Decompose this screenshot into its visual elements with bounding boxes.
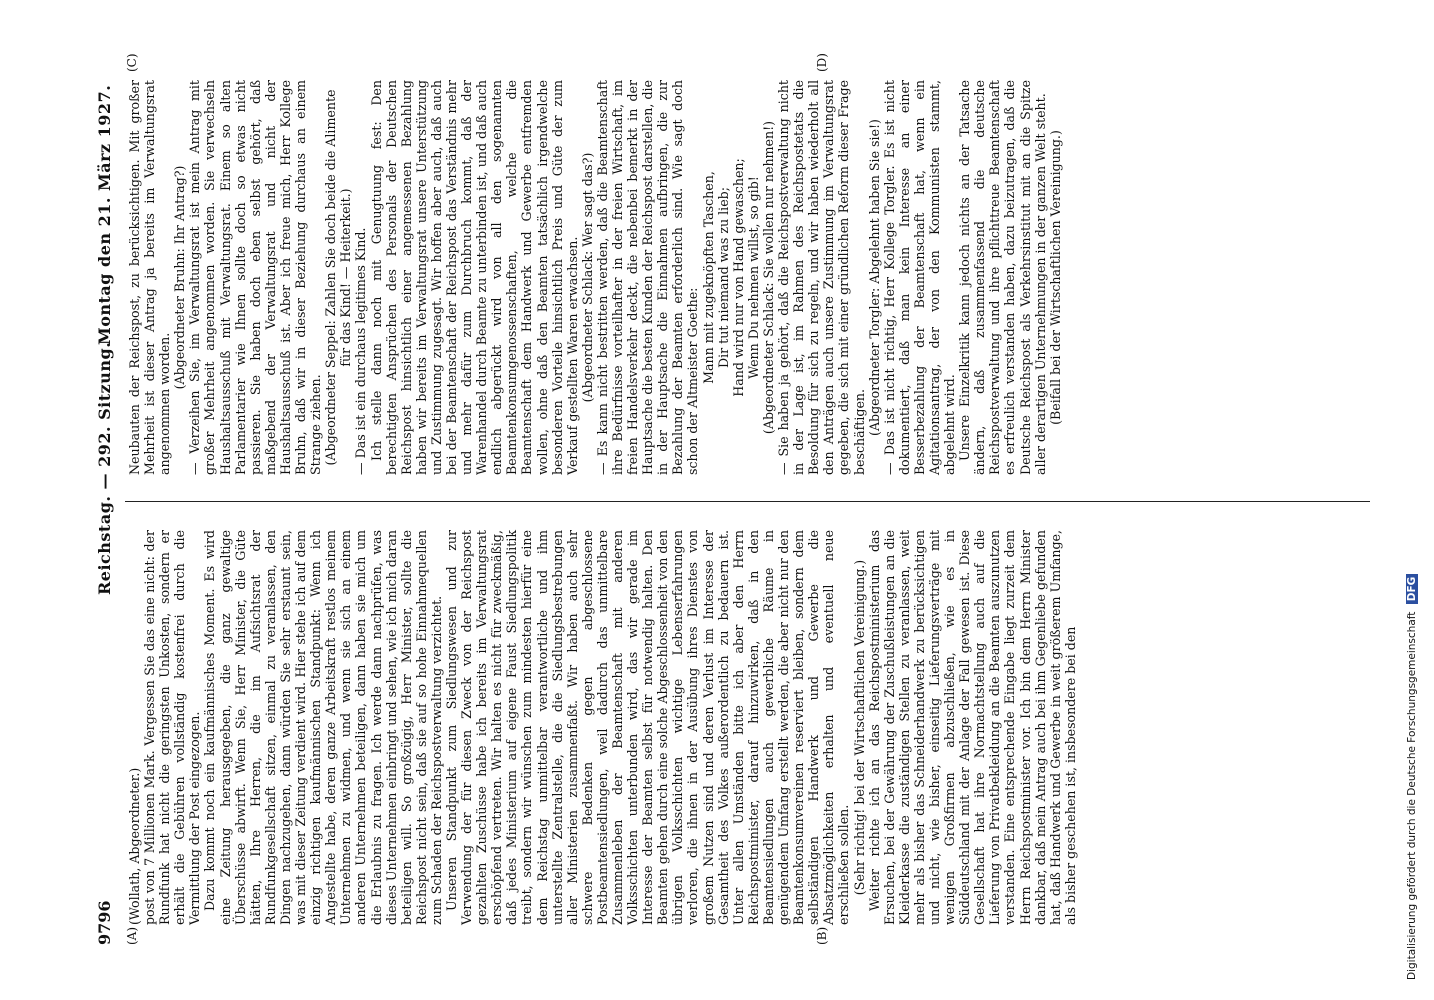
- paragraph: Ich stelle dann noch mit Genugtuung fest: Den berechtigten Ansprüchen des Personals der Deutschen Reichspost hinsichtlich einer angemessenen Bezahlung haben wir bereits im Verwaltungsrat unsere Unterstützung und Zustimmung zugesagt. Wir hoffen aber auch, daß auch bei der Beamtenschaft der Reichspost das Verständnis mehr und mehr dafür zum Durchbruch kommt, daß der Warenhandel durch Beamte zu unterbinden ist, und daß auch endlich abgerückt wird von all den sogenannten Beamtenkonsumgenossenschaften, welche die Beamtenschaft dem Handwerk und Gewerbe entfremden wollen, ohne daß den Beamten tatsächlich irgendwelche besonderen Vorteile hinsichtlich Preis und Güte der zum Verkauf gestellten Waren erwachsen.: [368, 80, 580, 475]
- digitization-credit: [1404, 20, 1426, 980]
- paragraph: (Abgeordneter Seppel: Zahlen Sie doch beide die Alimente für das Kind! — Heiterkeit.): [323, 89, 354, 466]
- paragraph: Wenn Du nehmen willst, so gib!: [745, 176, 761, 379]
- paragraph: — Das ist ein durchaus legitimes Kind.: [353, 227, 369, 475]
- running-title: Reichstag. — 292. Sitzung.: [95, 341, 114, 595]
- paragraph: post von 7 Millionen Mark. Vergessen Sie das eine nicht: der Rundfunk hat nicht die geringsten Unkosten, sondern er erhält die Gebühren vollständig kostenfrei durch die Vermittlung der Post eingezogen.: [142, 530, 203, 925]
- paragraph: (Abgeordneter Schlack: Wer sagt das?): [579, 152, 595, 403]
- column-divider: [125, 501, 1370, 502]
- credit-text: Digitalisierung gefördert durch die Deutsche Forschungsgemeinschaft: [1406, 611, 1418, 980]
- paragraph: Dir tut niemand was zu lieb;: [715, 187, 731, 368]
- rotated-print-area: [95, 30, 1385, 945]
- margin-marker-b: (B): [815, 926, 829, 945]
- paragraph: Unseren Standpunkt zum Siedlungswesen und zur Verwendung der für diesen Zweck von der Reichspost gezahlten Zuschüsse habe ich bereits im Verwaltungsrat erschöpfend vertreten. Wir halten es nicht für zweckmäßig, daß jedes Ministerium auf eigene Faust Siedlungspolitik treibt, sondern wir wünschen zum mindesten hierfür eine dem Reichstag unmittelbar verantwortliche und ihm unterstellte Zentralstelle, die die Siedlungsbestrebungen aller Ministerien zusammenfaßt. Wir haben auch sehr schwere Bedenken gegen abgeschlossene Postbeamtensiedlungen, weil dadurch das unmittelbare Zusammenleben der Beamtenschaft mit anderen Volksschichten unterbunden wird, das wir gerade im Interesse der Beamten selbst für notwendig halten. Den Beamten gehen durch eine solche Abgeschlossenheit von den übrigen Volksschichten wichtige Lebenserfahrungen verloren, die ihnen in der Ausübung ihres Dienstes von großem Nutzen sind und deren Verlust im Interesse der Gesamtheit des Volkes außerordentlich zu bedauern ist. Unter allen Umständen bitte ich aber den Herrn Reichspostminister, darauf hinzuwirken, daß in den Beamtensiedlungen auch gewerbliche Räume in genügendem Umfang erstellt werden, die aber nicht nur den Beamtenkonsumvereinen reserviert bleiben, sondern dem selbständigen Handwerk und Gewerbe die Absatzmöglichkeiten erhalten und eventuell neue erschließen sollen.: [443, 530, 852, 925]
- paragraph: Weiter richte ich an das Reichspostministerium das Ersuchen, bei der Gewährung der Zuschußleistungen an die Kleiderkasse die zuständigen Stellen zu veranlassen, weit mehr als bisher das Schneiderhandwerk zu berücksichtigen und nicht, wie bisher, einseitig Lieferungsverträge mit wenigen Großfirmen abzuschließen, wie es in Süddeutschland mit der Anlage der Fall gewesen ist. Diese Gesellschaft hat ihre Normachtstellung auch auf die Lieferung von Privatbekleidung an die Beamten auszunutzen verstanden. Eine entsprechende Eingabe liegt zurzeit dem Herrn Reichspostminister vor. Ich bin dem Herrn Minister dankbar, daß mein Antrag auch bei ihm Gegenliebe gefunden hat, daß Handwerk und Gewerbe in weit größerem Umfange, als bisher geschehen ist, insbesondere bei den: [866, 530, 1078, 925]
- paragraph: (Wollath, Abgeordneter.): [127, 767, 142, 925]
- paragraph: (Abgeordneter Bruhn: Ihr Antrag?): [172, 165, 188, 390]
- paragraph: (Beifall bei der Wirtschaftlichen Vereinigung.): [1047, 130, 1063, 425]
- page-number: 9796: [95, 900, 114, 945]
- session-date: Montag den 21. März 1927.: [95, 84, 114, 345]
- margin-marker-d: (D): [815, 53, 829, 72]
- text-column-left: [127, 530, 1078, 925]
- paragraph: — Sie haben ja gehört, daß die Reichspostverwaltung nicht in der Lage ist, im Rahmen des Reichspostetats die Besoldung für sich zu regeln, und wir haben wiederholt all den Anträgen auch unsere Zustimmung im Verwaltungsrat gegeben, die sich mit einer gründlichen Reform dieser Frage beschäftigen.: [776, 80, 867, 475]
- paragraph: Mann mit zugeknöpften Taschen,: [700, 171, 716, 384]
- paragraph: Hand wird nur von Hand gewaschen;: [730, 158, 746, 397]
- paragraph: Neubauten der Reichspost, zu berücksichtigen. Mit großer Mehrheit ist dieser Antrag ja bereits im Verwaltungsrat angenommen worden.: [127, 80, 173, 475]
- paragraph: (Abgeordneter Schlack: Sie wollen nur nehmen!): [760, 120, 776, 435]
- paragraph: — Verzeihen Sie, im Verwaltungsrat ist mein Antrag mit großer Mehrheit angenommen worden. Sie verwechseln Haushaltsausschuß mit Verwaltungsrat. Einem so alten Parlamentarier wie Ihnen sollte doch so etwas nicht passieren. Sie haben doch eben selbst gehört, daß maßgebend der Verwaltungsrat und nicht der Haushaltsausschuß ist. Aber ich freue mich, Herr Kollege Bruhn, daß wir in dieser Beziehung durchaus an einem Strange ziehen.: [187, 80, 324, 475]
- paragraph: — Es kann nicht bestritten werden, daß die Beamtenschaft ihre Bedürfnisse vorteilhafter in der freien Wirtschaft, im freien Handelsverkehr deckt, die nebenbei bemerkt in der Hauptsache die besten Kunden der Reichspost darstellen, die in der Hauptsache die Einnahmen aufbringen, die zur Bezahlung der Beamten erforderlich sind. Wie sagt doch schon der Altmeister Goethe:: [594, 80, 701, 475]
- margin-marker-a: (A): [125, 926, 139, 945]
- paragraph: — Das ist nicht richtig, Herr Kollege Torgler. Es ist nicht dokumentiert, daß man kein Interesse an einer Besserbezahlung der Beamtenschaft hat, wenn ein Agitationsantrag, der von den Kommunisten stammt, abgelehnt wird.: [881, 80, 958, 475]
- text-column-right: [127, 80, 1063, 475]
- paragraph: (Sehr richtig! bei der Wirtschaftlichen Vereinigung.): [851, 559, 867, 896]
- paragraph: Dazu kommt noch ein kaufmännisches Moment. Es wird eine Zeitung herausgegeben, die ganz gewaltige Überschüsse abwirft. Wenn Sie, Herr Minister, die Güte hätten, Ihre Herren, die im Aufsichtsrat der Rundfunkgesellschaft sitzen, einmal zu veranlassen, den Dingen nachzugehen, dann würden Sie sehr erstaunt sein, was mit dieser Zeitung verdient wird. Hier stehe ich auf dem einzig richtigen kaufmännischen Standpunkt: Wenn ich Angestellte habe, deren ganze Arbeitskraft restlos meinem Unternehmen zu widmen, und wenn sie sich an einem anderen Unternehmen beteiligen, dann haben sie mich um die Erlaubnis zu fragen. Ich werde dann nachprüfen, was dieses Unternehmen einbringt und sehen, wie ich mich daran beteiligen will. So großzügig, Herr Minister, sollte die Reichspost nicht sein, daß sie auf so hohe Einnahmequellen zum Schaden der Reichspostverwaltung verzichtet.: [202, 530, 444, 925]
- page-header: [95, 30, 121, 945]
- paragraph: (Abgeordneter Torgler: Abgelehnt haben Sie sie!): [866, 119, 882, 436]
- margin-marker-c: (C): [125, 53, 139, 72]
- dfg-logo: DFG: [1406, 574, 1418, 605]
- paragraph: Unsere Einzelkritik kann jedoch nichts an der Tatsache ändern, daß zusammenfassend die deutsche Reichspostverwaltung und ihre pflichttreue Beamtenschaft es erfreulich verstanden haben, dazu beizutragen, daß die Deutsche Reichspost als Verkehrsinstitut mit an die Spitze aller derartigen Unternehmungen in der ganzen Welt steht.: [957, 80, 1048, 475]
